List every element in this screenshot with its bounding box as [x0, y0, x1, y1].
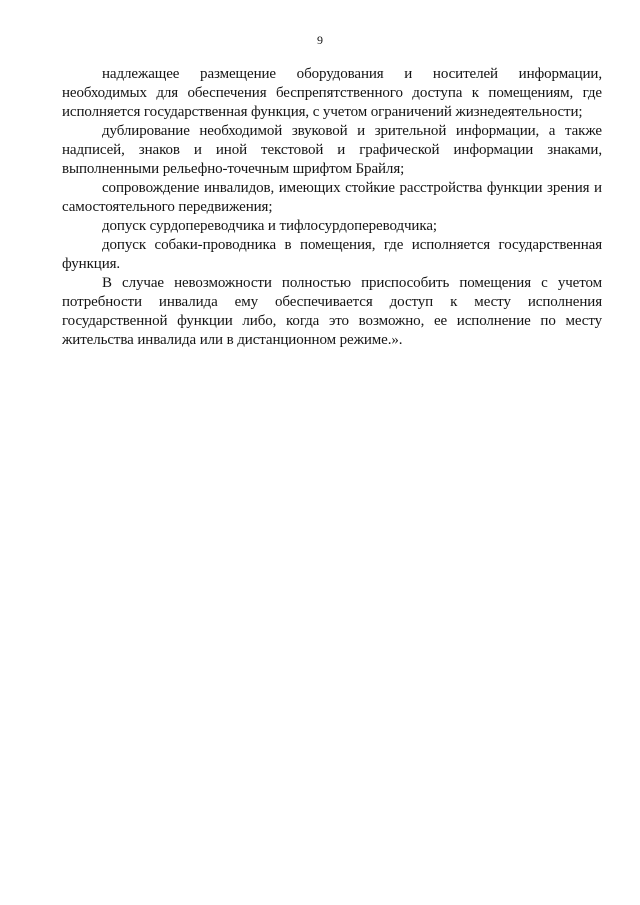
paragraph-information-duplication: дублирование необходимой звуковой и зрительной информации, а также надписей, знаков и иной текстовой и графической информации знаками, выполненными рельефно-точечным шрифтом Брайля;: [62, 123, 602, 177]
paragraph-remote-execution: В случае невозможности полностью приспособить помещения с учетом потребности инвалида ему обеспечивается доступ к месту исполнения государственной функции либо, когда это возможно, ее исполнение по месту жительства инвалида или в дистанционном режиме.».: [62, 275, 602, 348]
paragraph-interpreter-access: допуск сурдопереводчика и тифлосурдопереводчика;: [102, 218, 437, 234]
paragraph-escort-disabled: сопровождение инвалидов, имеющих стойкие расстройства функции зрения и самостоятельного передвижения;: [62, 180, 602, 215]
paragraph-guide-dog-access: допуск собаки-проводника в помещения, где исполняется государственная функция.: [62, 237, 602, 272]
paragraph-equipment-placement: надлежащее размещение оборудования и носителей информации, необходимых для обеспечения беспрепятственного доступа к помещениям, где исполняется государственная функция, с учетом ограничений жизнедеятельности;: [62, 66, 602, 120]
document-body: [62, 65, 602, 350]
page-number: 9: [317, 33, 323, 47]
